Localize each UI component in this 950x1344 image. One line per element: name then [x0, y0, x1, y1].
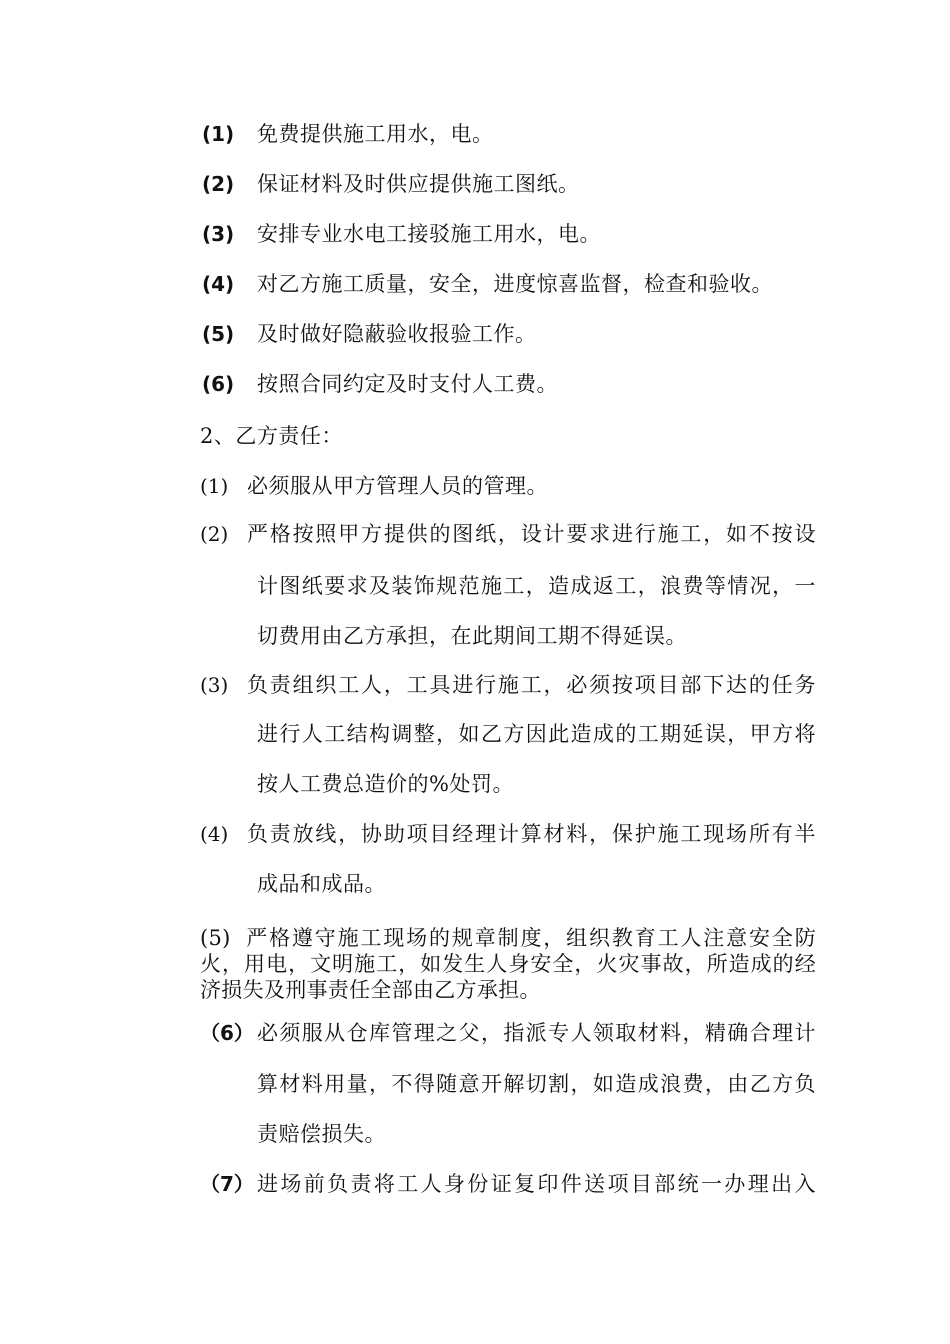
list-item-continuation: 计图纸要求及装饰规范施工，造成返工，浪费等情况，一 [257, 574, 816, 598]
list-number: (3) [202, 222, 235, 246]
list-item-text: 严格按照甲方提供的图纸，设计要求进行施工，如不按设 [247, 522, 816, 546]
list-item-text: 按照合同约定及时支付人工费。 [257, 372, 558, 396]
list-item-text: 负责放线，协助项目经理计算材料，保护施工现场所有半 [247, 822, 816, 846]
list-number: (5) [202, 322, 235, 346]
list-item-text: 免费提供施工用水，电。 [257, 122, 494, 146]
list-number: (3) [200, 673, 229, 697]
list-number: (5) [200, 926, 231, 950]
list-item-text: 严格遵守施工现场的规章制度，组织教育工人注意安全防火，用电，文明施工，如发生人身安全，火灾事故，所造成的经济损失及刑事责任全部由乙方承担。 [200, 926, 816, 1002]
list-number: (4) [202, 272, 235, 296]
list-item-continuation: 算材料用量，不得随意开解切割，如造成浪费，由乙方负 [257, 1072, 816, 1096]
list-item-continuation: 责赔偿损失。 [257, 1122, 386, 1146]
list-item-paragraph [200, 925, 816, 1003]
list-item-continuation: 进行人工结构调整，如乙方因此造成的工期延误，甲方将 [257, 722, 816, 746]
list-item-text: 安排专业水电工接驳施工用水，电。 [257, 222, 601, 246]
list-number: (1) [202, 122, 235, 146]
list-item-text: 负责组织工人，工具进行施工，必须按项目部下达的任务 [247, 673, 816, 697]
list-item-text: 必须服从甲方管理人员的管理。 [247, 474, 548, 498]
list-item-continuation: 按人工费总造价的%处罚。 [257, 772, 514, 796]
list-number: (1) [200, 474, 229, 498]
list-number: (2) [200, 522, 229, 546]
list-number: (2) [202, 172, 235, 196]
section-heading: 2、乙方责任： [200, 424, 343, 448]
list-item-text: 进场前负责将工人身份证复印件送项目部统一办理出入 [257, 1172, 816, 1196]
list-item-text: 对乙方施工质量，安全，进度惊喜监督，检查和验收。 [257, 272, 773, 296]
list-number: （6） [200, 1021, 254, 1045]
list-number: (6) [202, 372, 235, 396]
list-item-text: 必须服从仓库管理之父，指派专人领取材料，精确合理计 [257, 1021, 816, 1045]
list-item-text: 保证材料及时供应提供施工图纸。 [257, 172, 580, 196]
list-item-continuation: 切费用由乙方承担，在此期间工期不得延误。 [257, 624, 687, 648]
list-number: (4) [200, 822, 229, 846]
list-item-text: 及时做好隐蔽验收报验工作。 [257, 322, 537, 346]
list-number: （7） [200, 1172, 254, 1196]
list-item-continuation: 成品和成品。 [257, 872, 386, 896]
